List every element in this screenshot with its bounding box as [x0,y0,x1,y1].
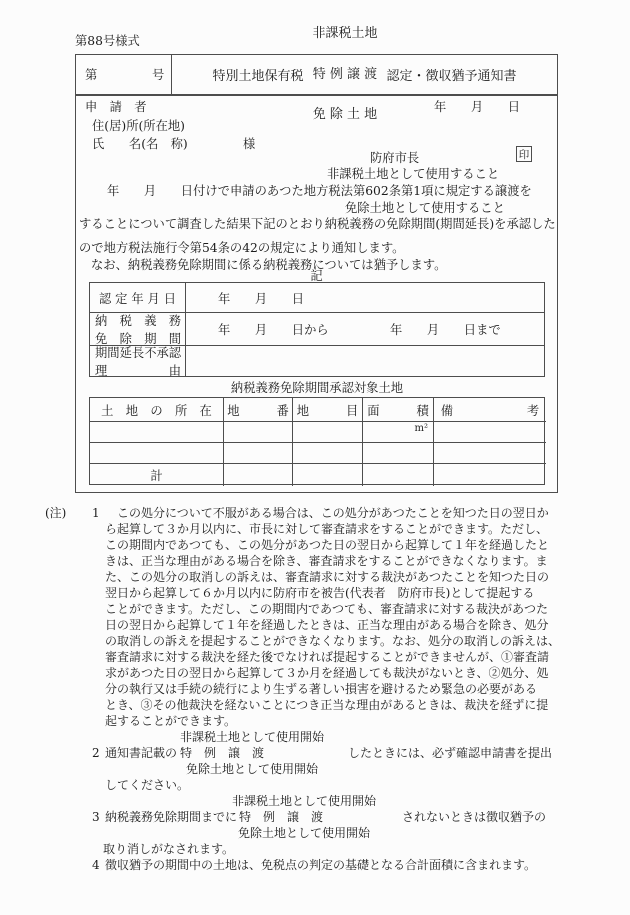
land-total-land-category [293,464,363,486]
exemption-period-from-blank: 年 月 日から [218,323,329,337]
land-row2-location [90,443,224,464]
land-total-label-cell: 計 [90,464,224,486]
use-alternative-top: 非課税土地として使用すること [327,167,500,181]
land-col-header-lot-number: 地 番 [224,398,293,422]
note2-lead: 通知書記載の [105,746,178,760]
approval-date-blank: 年 月 日 [218,291,305,306]
land-row1-location [90,422,224,443]
note1-number: 1 [92,506,100,520]
address-label: 住(居)所(所在地) [92,119,185,133]
approval-row-disapproval-reason [90,346,544,376]
land-total-area [363,464,434,486]
body-paragraph-line2: ので地方税法施行令第54条の42の規定により通知します。 [79,241,405,255]
form-style-number: 第88号様式 [75,34,140,48]
note2-tail: したときには、必ず確認申請書を提出 [348,746,553,760]
land-row2-land-category [293,443,363,464]
doc-title-tax-name: 特別土地保有税 [212,69,304,84]
land-col-header-location: 土 地 の 所 在 [90,398,224,422]
mayor-label: 防府市長 [370,151,420,165]
note2-alt-bottom: 免除土地として使用開始 [186,762,319,776]
note1-line: ら起算して３か月以内に、市長に対して審査請求をすることができます。ただし、 [105,522,549,536]
land-table-title: 納税義務免除期間承認対象土地 [230,381,404,395]
doc-number-prefix: 第 [85,68,98,82]
note1-line: 求があつた日の翌日から起算して３か月を経過しても裁決がないとき、②処分、処 [105,666,549,680]
approval-row-exemption-label [90,313,186,345]
note1-line: この処分について不服がある場合は、この処分があつたことを知つた日の翌日か [117,506,549,520]
doc-title-alt-mid: 特 例 譲 渡 [312,66,378,82]
application-line: 年 月 日付けで申請のあつた地方税法第602条第1項に規定する譲渡を [107,184,532,198]
approval-row-exemption-period [90,313,544,346]
doc-title-alt-top: 非課税土地 [312,26,378,42]
disapproval-reason-value [186,346,544,376]
note3-alt-mid: 特 例 譲 渡 [239,810,324,824]
approval-row-date-label: 認 定 年 月 日 [90,283,186,312]
doc-title-alt-bottom: 免 除 土 地 [312,107,378,123]
note3-continuation: 取り消しがなされます。 [103,842,235,856]
disapproval-label-line2: 理 由 [95,364,182,378]
land-row1-lot-number [224,422,293,443]
land-total-lot-number [224,464,293,486]
area-unit-label: m² [414,423,428,434]
note1-line: ことができます。ただし、この期間内であつても、審査請求に対する裁決があつた [105,602,549,616]
doc-number-suffix: 号 [152,68,165,82]
exemption-label-line1: 納 税 義 務 [95,314,182,328]
land-row2-area [363,443,434,464]
note3-alt-top: 非課税土地として使用開始 [232,794,377,808]
seal-mark [516,146,532,162]
approval-row-exemption-value [186,313,544,345]
disapproval-label-line1: 期間延長不承認 [95,346,182,360]
note1-line: 起することができます。 [105,714,237,728]
note2-alt-top: 非課税土地として使用開始 [180,730,325,744]
land-row2-lot-number [224,443,293,464]
note2-alt-mid: 特 例 譲 渡 [180,746,265,760]
doc-title-tail: 認定・徴収猶予通知書 [386,69,517,84]
note1-line: 日の翌日から起算して１年を経過したときは、正当な理由がある場合を除き、処分 [105,618,549,632]
notes-marker: (注) [45,506,67,520]
body-paragraph-line1: することについて調査した結果下記のとおり納税義務の免除期間(期間延長)を承認した [79,217,556,231]
approval-table [89,282,545,377]
note4-text: 徴収猶予の期間中の土地は、免税点の判定の基礎となる合計面積に含まれます。 [105,858,537,872]
honorific-label: 様 [243,137,256,151]
land-row2-remarks [434,443,546,464]
note1-line: とき、③その他裁決を経ないことにつき正当な理由があるときは、裁決を経ずに提 [105,698,549,712]
disapproval-reason-label [90,346,186,376]
land-row1-area [363,422,434,443]
land-row1-land-category [293,422,363,443]
exemption-label-line2: 免 除 期 間 [95,332,182,346]
note2-continuation: してください。 [105,778,190,792]
approval-row-date-value [186,283,544,312]
note1-line: た、この処分の取消しの訴えは、審査請求に対する裁決があつたことを知つた日の [105,570,550,584]
note1-line: 審査請求に対する裁決を経た後でなければ提起することができませんが、①審査請 [105,650,550,664]
issue-date-blank: 年 月 日 [434,100,521,114]
seal-character: 印 [518,148,530,161]
note1-line: 分の執行又は手続の続行により生ずる著しい損害を避けるため緊急の必要がある [105,682,538,696]
name-label: 氏 名(名 称) [92,137,188,151]
exemption-period-to-blank: 年 月 日まで [390,323,501,337]
land-table [89,397,545,485]
land-col-header-area: 面 積 [363,398,434,422]
land-col-header-land-category: 地 目 [293,398,363,422]
note4-number: 4 [92,858,100,872]
note1-line: の取消しの訴えを提起することができなくなります。なお、処分の取消しの訴えは、 [105,634,561,648]
note1-line: きは、正当な理由がある場合を除き、審査請求をすることができなくなります。ま [105,554,548,568]
note3-alt-bottom: 免除土地として使用開始 [238,826,371,840]
note2-number: 2 [92,746,100,760]
note1-line: この期間内であつても、この処分があつた日の翌日から起算して１年を経過したと [105,538,550,552]
land-col-header-remarks: 備 考 [434,398,546,422]
note3-number: 3 [92,810,100,824]
note1-line: 翌日から起算して６か月以内に防府市を被告(代表者 防府市長)として提起する [105,586,535,600]
body-paragraph-line3: なお、納税義務免除期間に係る納税義務については猶予します。 [91,258,447,272]
ki-heading: 記 [310,269,323,283]
approval-row-date [90,283,544,313]
land-row1-remarks [434,422,546,443]
note3-lead: 納税義務免除期間までに [105,810,238,824]
note3-tail: されないときは徴収猶予の [402,810,547,824]
use-alternative-bottom: 免除土地として使用すること [345,201,505,215]
land-total-remarks [434,464,546,486]
applicant-label: 申 請 者 [85,100,147,114]
